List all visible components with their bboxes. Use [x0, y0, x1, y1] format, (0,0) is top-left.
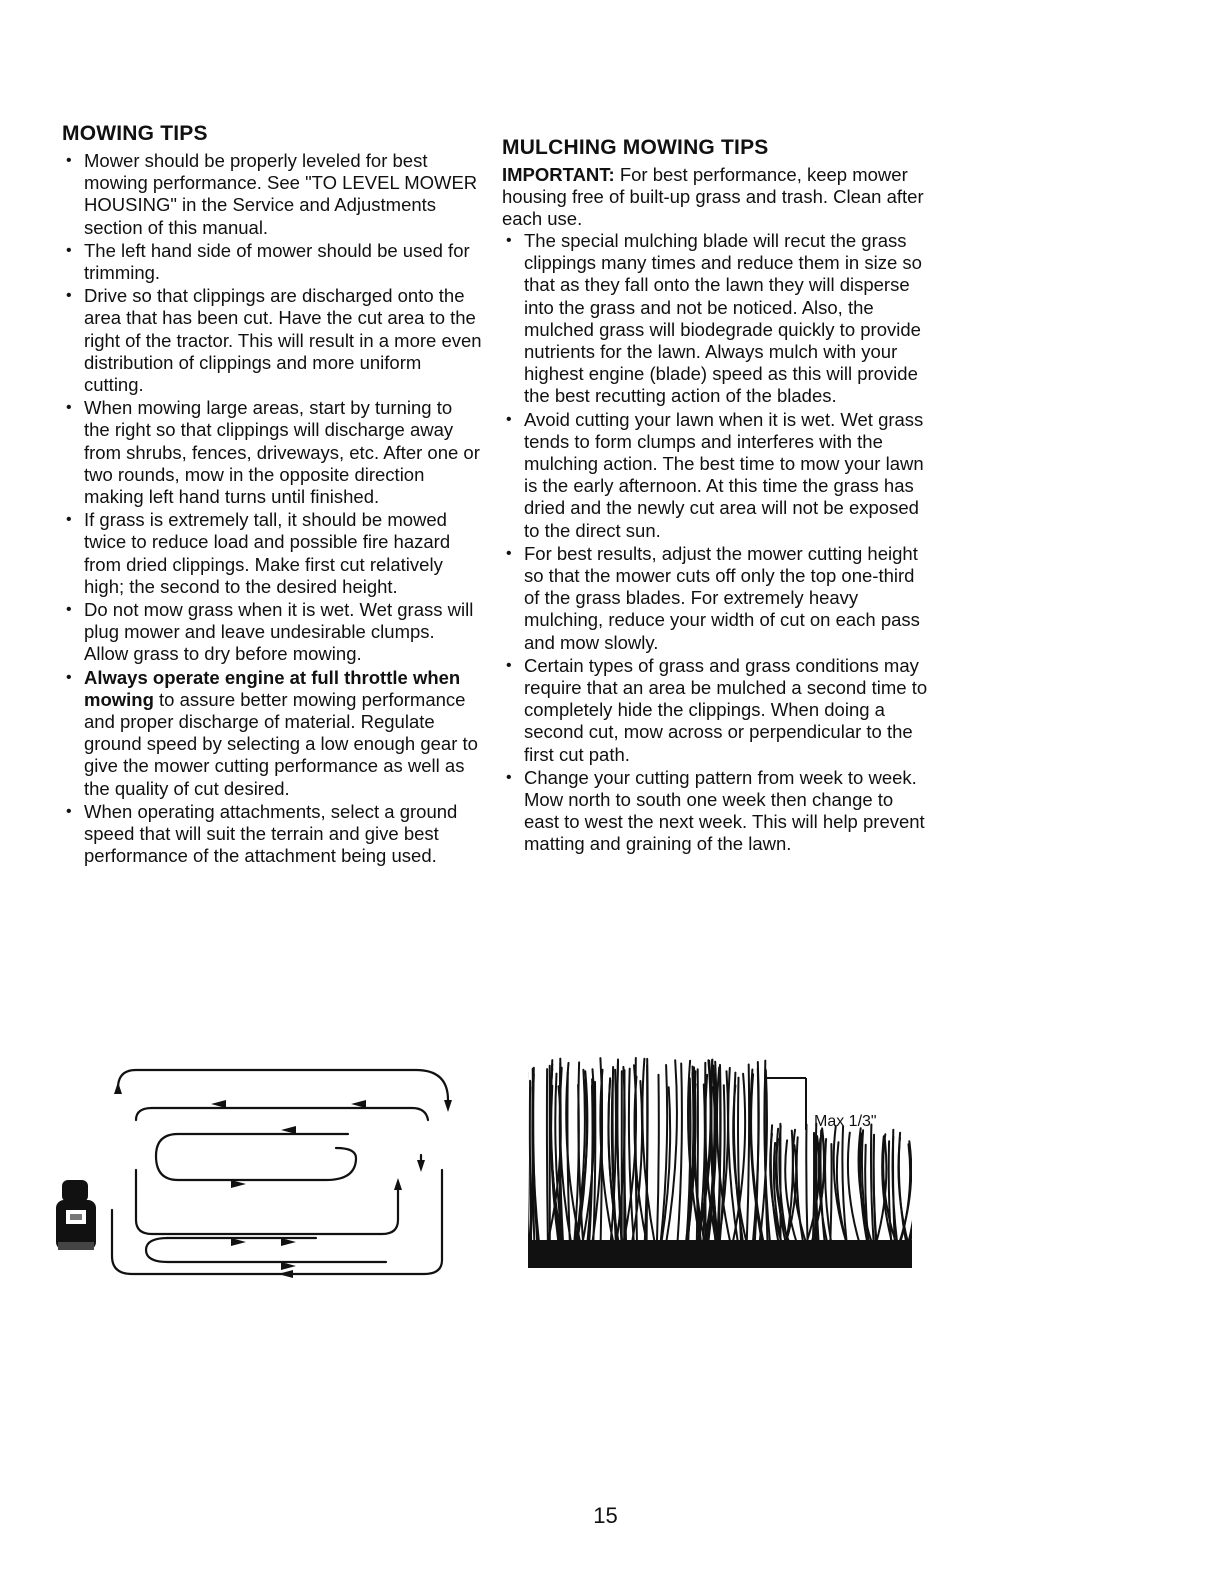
- list-item: • For best results, adjust the mower cutting height so that the mower cuts off only the top one-third of the grass blades. For extremely heavy mulching, reduce your width of cut on each pass and mow slowly.: [502, 543, 932, 654]
- list-item: • The left hand side of mower should be used for trimming.: [62, 240, 482, 284]
- grass-blade: [657, 1075, 659, 1244]
- important-note: IMPORTANT: For best performance, keep mower housing free of built-up grass and trash. Clean after each use.: [502, 164, 924, 229]
- max-height-label: Max 1/3": [814, 1113, 877, 1130]
- grass-blade: [806, 1125, 807, 1245]
- grass-blade: [647, 1065, 648, 1244]
- mowing-tips-heading: MOWING TIPS: [62, 122, 208, 145]
- mulching-tips-column: [502, 136, 932, 857]
- grass-height-illustration: [528, 1052, 912, 1268]
- list-item: • If grass is extremely tall, it should be mowed twice to reduce load and possible fire hazard from dried clippings. Make first cut relatively high; the second to the desired height.: [62, 509, 482, 598]
- list-item: • Certain types of grass and grass conditions may require that an area be mulched a second time to completely hide the clippings. When doing a second cut, mow across or perpendicular to the first cut path.: [502, 655, 932, 766]
- list-item: • Mower should be properly leveled for best mowing performance. See "TO LEVEL MOWER HOUSING" in the Service and Adjustments section of this manual.: [62, 150, 482, 239]
- list-item: • When operating attachments, select a ground speed that will suit the terrain and give best performance of the attachment being used.: [62, 801, 482, 868]
- list-item: • Always operate engine at full throttle when mowing to assure better mowing performance and proper discharge of material. Regulate ground speed by selecting a low enough gear to give the mower cutting performance as well as the quality of cut desired.: [62, 667, 482, 800]
- list-item: • When mowing large areas, start by turning to the right so that clippings will discharge away from shrubs, fences, driveways, etc. After one or two rounds, mow in the opposite direction making left hand turns until finished.: [62, 397, 482, 508]
- mowing-tips-column: [62, 122, 482, 869]
- list-item: • Change your cutting pattern from week to week. Mow north to south one week then change to east to west the next week. This will help prevent matting and graining of the lawn.: [502, 767, 932, 856]
- grass-blade: [624, 1077, 626, 1245]
- grass-blade: [677, 1064, 682, 1245]
- grass-blade: [830, 1144, 831, 1244]
- mulching-tips-heading: MULCHING MOWING TIPS: [502, 136, 769, 159]
- page-number: 15: [593, 1503, 618, 1528]
- list-item: • Drive so that clippings are discharged onto the area that has been cut. Have the cut area to the right of the tractor. This will result in a more even distribution of clippings and more uniform cutting.: [62, 285, 482, 396]
- grass-blade: [629, 1069, 634, 1244]
- list-item: • Do not mow grass when it is wet. Wet grass will plug mower and leave undesirable clumps. Allow grass to dry before mowing.: [62, 599, 482, 666]
- mulching-tips-list: [502, 230, 932, 856]
- tractor-icon: [56, 1180, 96, 1250]
- mowing-pattern-diagram: [56, 1060, 466, 1282]
- list-item: • Avoid cutting your lawn when it is wet. Wet grass tends to form clumps and interferes with the mulching action. The best time to mow your lawn is the early afternoon. At this time the grass has dried and the newly cut area will not be exposed to the direct sun.: [502, 409, 932, 542]
- mowing-tips-list: [62, 150, 482, 868]
- list-item: • The special mulching blade will recut the grass clippings many times and reduce them in size so that as they fall onto the lawn they will disperse into the grass and not be noticed. Also, the mulched grass will biodegrade quickly to provide nutrients for the lawn. Always mulch with your highest engine (blade) speed as this will provide the best recutting action of the blades.: [502, 230, 932, 408]
- grass-blade: [642, 1059, 655, 1244]
- grass-blade: [813, 1135, 814, 1244]
- grass-blade: [747, 1065, 749, 1245]
- grass-blade: [661, 1065, 668, 1244]
- grass-blade: [874, 1136, 877, 1244]
- grass-blade: [876, 1139, 886, 1244]
- grass-blade: [697, 1069, 698, 1244]
- grass-blade: [547, 1069, 548, 1244]
